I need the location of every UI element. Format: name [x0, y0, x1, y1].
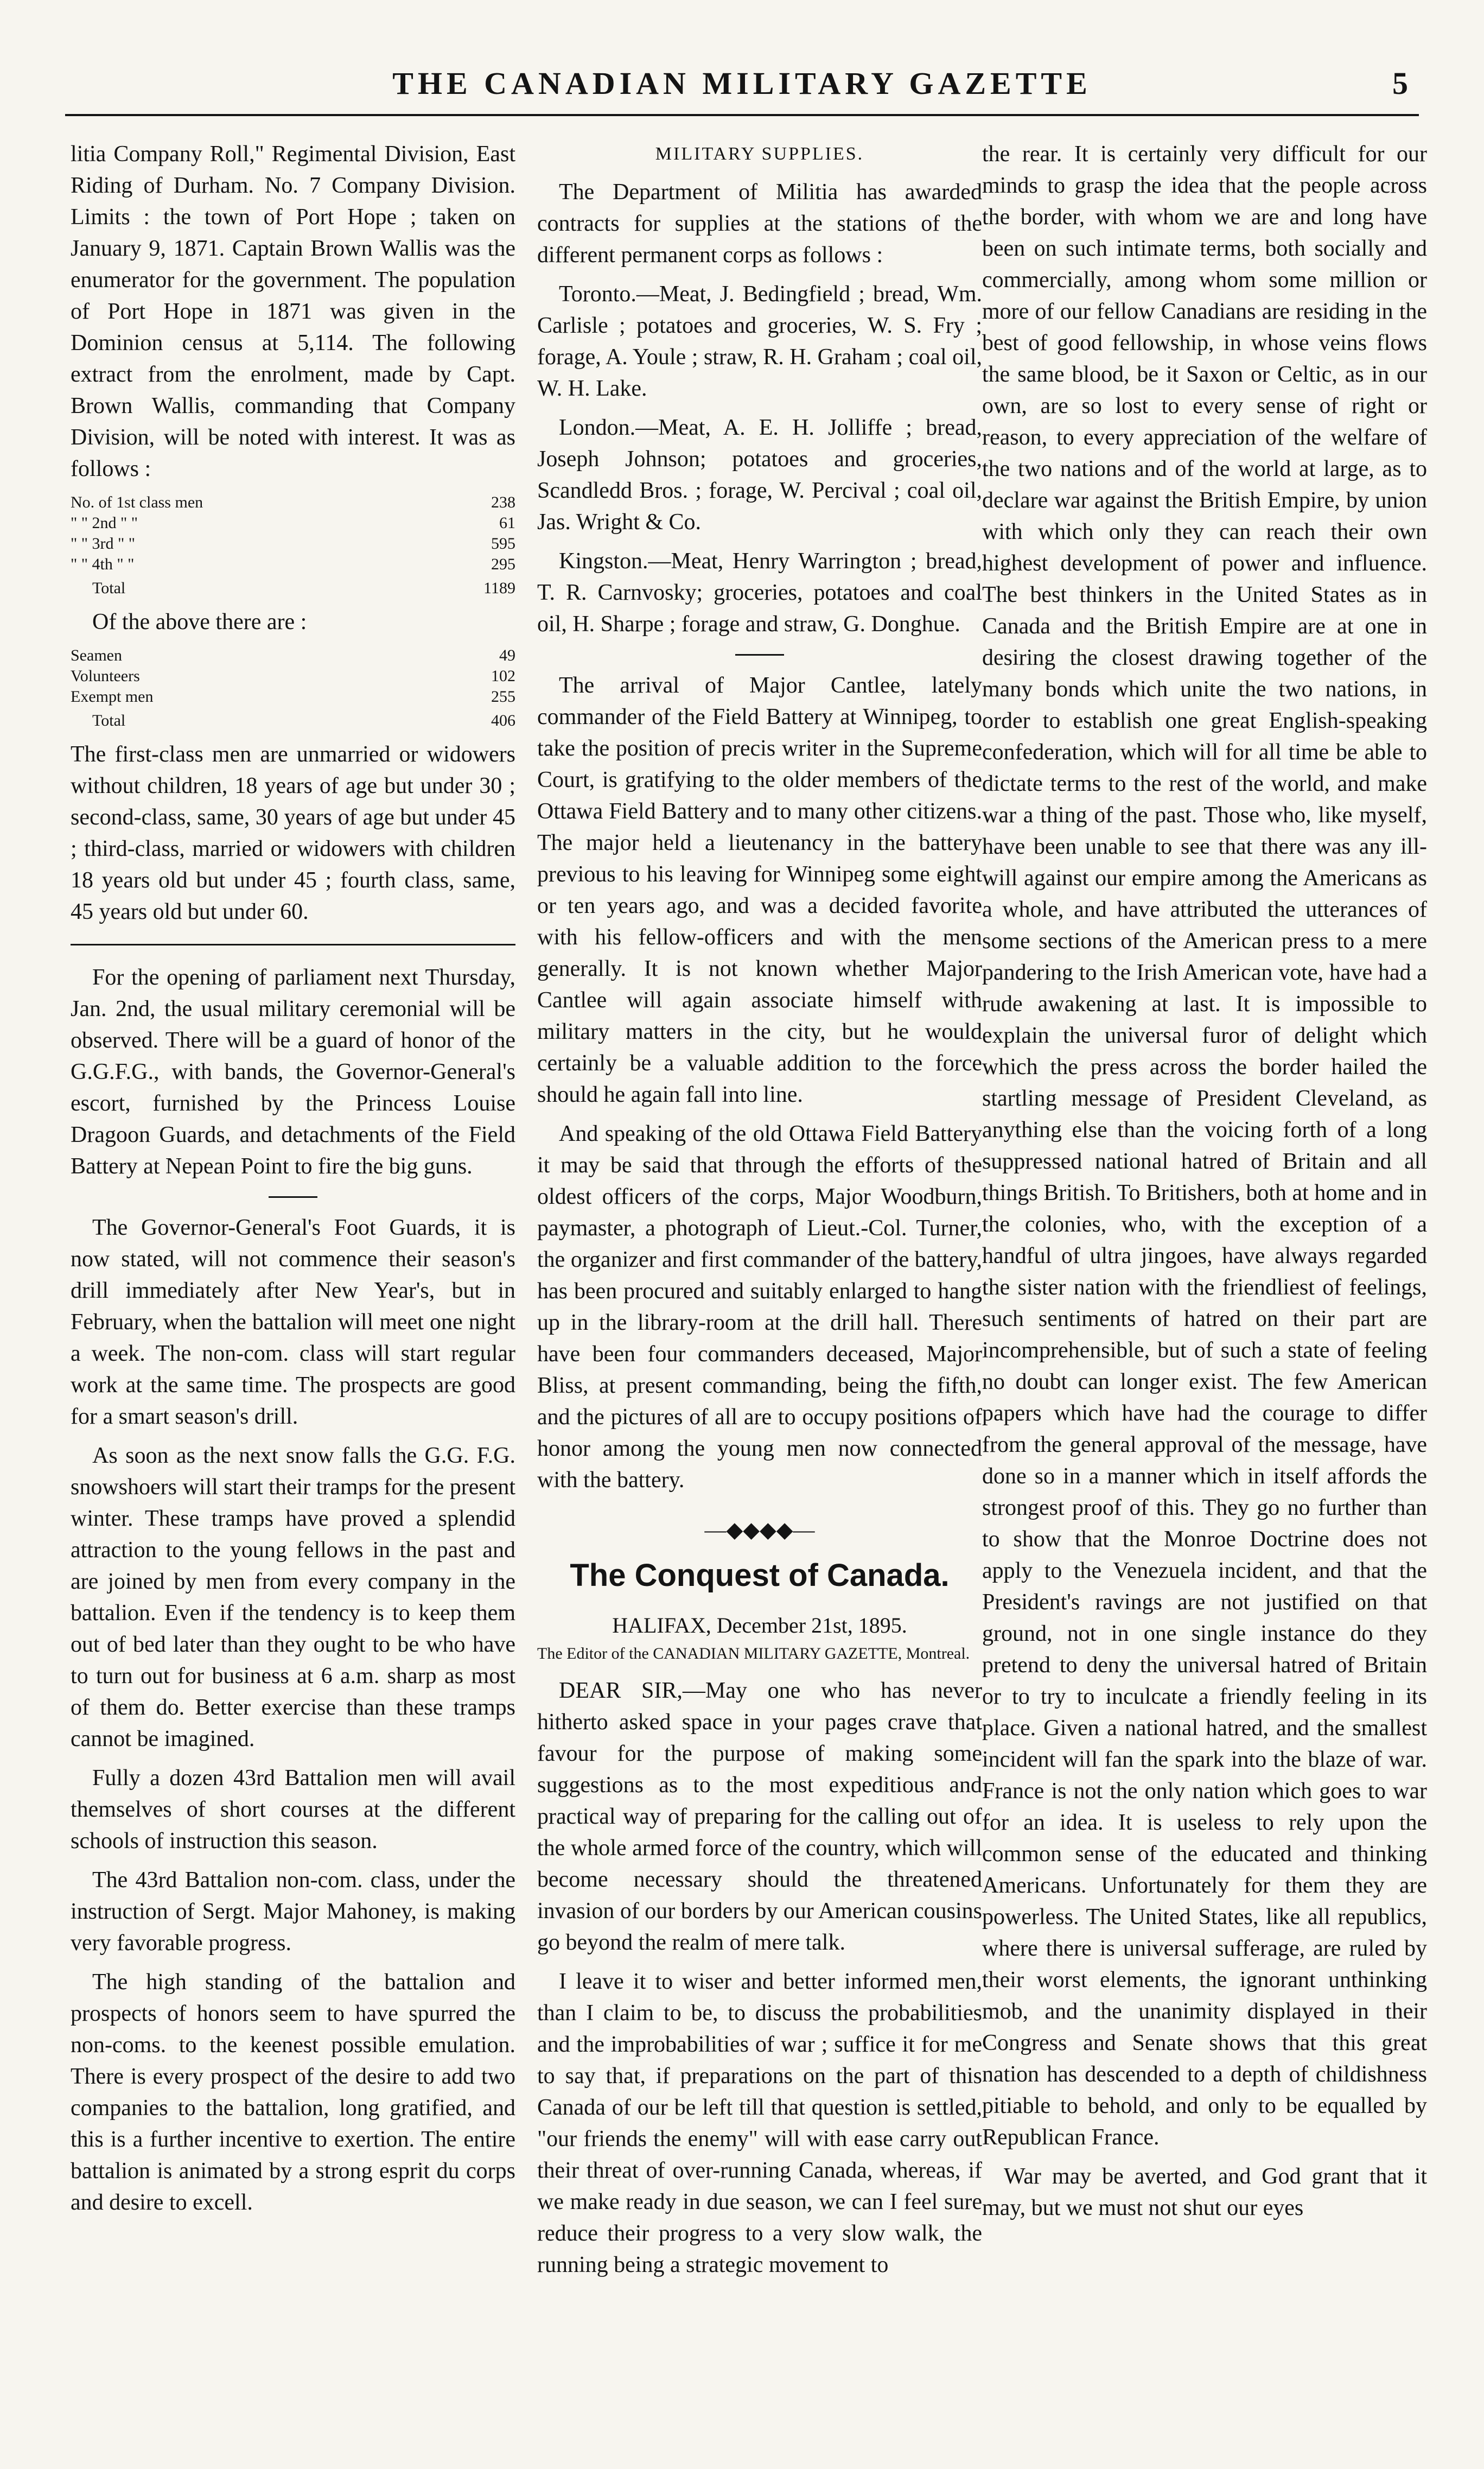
paragraph: Kingston.—Meat, Henry Warrington ; bread, T. R. Carnvosky; groceries, potatoes and coal oil, H. Sharpe ; forage and straw, G. Donghue.: [537, 549, 982, 637]
table-row: [71, 645, 515, 666]
table-cell-value: 102: [491, 667, 515, 685]
table-cell-label: " " 4th " ": [71, 555, 135, 573]
paragraph: The first-class men are unmarried or widowers without children, 18 years of age but under 30 ; second-class, same, 30 years of age but under 45 ; third-class, married or widowers with children 18 years old but under 45 ; fourth class, same, 45 years old but under 60.: [71, 742, 515, 924]
paragraph: Fully a dozen 43rd Battalion men will avail themselves of short courses at the different schools of instruction this season.: [71, 1766, 515, 1854]
table-cell-label: " " 2nd " ": [71, 514, 138, 532]
table-total-label: Total: [92, 579, 126, 597]
section-kicker: MILITARY SUPPLIES.: [655, 144, 864, 164]
paragraph: Toronto.—Meat, J. Bedingfield ; bread, Wm. Carlisle ; potatoes and groceries, W. S. Fry ; forage, A. Youle ; straw, R. H. Graham ; coal oil, W. H. Lake.: [537, 282, 982, 401]
masthead: [65, 54, 1419, 116]
column-1: [71, 138, 515, 2429]
table-cell-value: 255: [491, 688, 515, 706]
table-total-row: [71, 707, 515, 731]
table-cell-label: Volunteers: [71, 667, 140, 685]
paragraph: War may be averted, and God grant that it may, but we must not shut our eyes: [982, 2164, 1427, 2220]
table-cell-label: " " 3rd " ": [71, 535, 135, 553]
paragraph: the rear. It is certainly very difficult for our minds to grasp the idea that the people across the border, with whom we are and long have been on such intimate terms, both socially and commercially, among whom some million or more of our fellow Canadians are residing in the best of good fellowship, in whose veins flows the same blood, be it Saxon or Celtic, as in our own, are so lost to every sense of right or reason, to every appreciation of the welfare of the two nations and of the world at large, as to declare war against the British Empire, by union with which only they can reach their own highest development of power and influence. The best thinkers in the United States as in Canada and the British Empire are at one in desiring the closest drawing together of the many bonds which unite the two nations, in order to establish one great English-speaking confederation, which will for all time be able to dictate terms to the rest of the world, and make war a thing of the past. Those who, like myself, have been unable to see that there was any ill-will against our empire among the Americans as a whole, and have attributed the utterances of some sections of the American press to a mere pandering to the Irish American vote, have had a rude awakening at last. It is impossible to explain the universal furor of delight which which the press across the border hailed the startling message of President Cleveland, as anything else than the voicing forth of a long suppressed national hatred of Britain and all things British. To Britishers, both at home and in the colonies, who, with the exception of a handful of ultra jingoes, have always regarded the sister nation with the friendliest of feelings, such sentiments of hatred on their part are incomprehensible, but of such a state of feeling no doubt can longer exist. The few American papers which have had the courage to differ from the general approval of the message, have done so in a manner which in itself affords the strongest proof of this. They go no further than to show that the Monroe Doctrine does not apply to the Venezuela incident, and that the President's ravings are not justified on that ground, not in one single instance do they pretend to deny the universal hatred of Britain or to try to inculcate a friendly feeling in its place. Given a national hatred, and the smallest incident will fan the spark into the blaze of war. France is not the only nation which goes to war for an idea. It is useless to rely upon the common sense of the educated and thinking Americans. Unfortunately for them they are powerless. The United States, like all republics, where there is universal sufferage, are ruled by their worst elements, the ignorant unthinking mob, and the unanimity displayed in their Congress and Senate shows that this great nation has descended to a depth of childishness pitiable to behold, and only to be equalled by Republican France.: [982, 142, 1427, 2150]
table-row: [71, 554, 515, 575]
classification-table: [71, 645, 515, 731]
paragraph: The Department of Militia has awarded contracts for supplies at the stations of the different permanent corps as follows :: [537, 180, 982, 268]
table-cell-value: 238: [491, 493, 515, 511]
table-row: [71, 666, 515, 687]
divider: [269, 1196, 317, 1198]
paragraph: litia Company Roll," Regimental Division, East Riding of Durham. No. 7 Company Division. Limits : the town of Port Hope ; taken on January 9, 1871. Captain Brown Wallis was the enumerator for the government. The population of Port Hope in 1871 was given in the Dominion census at 5,114. The following extract from the enrolment, made by Capt. Brown Wallis, commanding that Company Division, will be noted with interest. It was as follows :: [71, 142, 515, 481]
paragraph: The arrival of Major Cantlee, lately commander of the Field Battery at Winnipeg, to take the position of precis writer in the Supreme Court, is gratifying to the older members of the Ottawa Field Battery and to many other citizens. The major held a lieutenancy in the battery previous to his leaving for Winnipeg some eight or ten years ago, and was a decided favorite with his fellow-officers and with the men generally. It is not known whether Major Cantlee will again associate himself with military matters in the city, but he would certainly be a valuable addition to the force should he again fall into line.: [537, 673, 982, 1107]
table-cell-value: 61: [499, 514, 515, 532]
table-cell-value: 595: [491, 535, 515, 553]
table-cell-label: Seamen: [71, 646, 122, 664]
table-row: [71, 492, 515, 513]
newspaper-title: THE CANADIAN MILITARY GAZETTE: [392, 66, 1092, 101]
paragraph: Of the above there are :: [92, 610, 307, 634]
paragraph: DEAR SIR,—May one who has never hitherto asked space in your pages crave that favour for the purpose of making some suggestions as to the most expeditious and practical way of preparing for the calling out of the whole armed force of the country, which will become necessary should the threatened invasion of our borders by our American cousins go beyond the realm of mere talk.: [537, 1678, 982, 1955]
table-cell-label: Exempt men: [71, 688, 154, 706]
table-total-label: Total: [92, 712, 126, 729]
table-total-value: 1189: [483, 579, 515, 597]
paragraph: The 43rd Battalion non-com. class, under the instruction of Sergt. Major Mahoney, is making very favorable progress.: [71, 1868, 515, 1956]
table-total-row: [71, 575, 515, 599]
column-3: [982, 138, 1427, 2429]
paragraph: The high standing of the battalion and prospects of honors seem to have spurred the non-coms. to the keenest possible emulation. There is every prospect of the desire to add two companies to the battalion, long gratified, and this is a further incentive to exertion. The entire battalion is animated by a strong esprit du corps and desire to excell.: [71, 1970, 515, 2215]
paragraph: I leave it to wiser and better informed men, than I claim to be, to discuss the probabilities and the improbabilities of war ; suffice it for me to say that, if preparations on the part of this Canada of our be left till that question is settled, "our friends the enemy" will with ease carry out their threat of over-running Canada, whereas, if we make ready in due season, we can I feel sure reduce their progress to a very slow walk, the running being a strategic movement to: [537, 1969, 982, 2277]
article-headline: The Conquest of Canada.: [570, 1558, 950, 1593]
table-cell-value: 295: [491, 555, 515, 573]
column-2: [537, 138, 982, 2429]
page-number: 5: [1392, 66, 1408, 101]
table-row: [71, 513, 515, 534]
divider: [735, 654, 784, 656]
paragraph: The Governor-General's Foot Guards, it is now stated, will not commence their season's drill immediately after New Year's, but in February, when the battalion will meet one night a week. The non-com. class will start regular work at the same time. The prospects are good for a smart season's drill.: [71, 1215, 515, 1429]
paragraph: And speaking of the old Ottawa Field Battery it may be said that through the efforts of the oldest officers of the corps, Major Woodburn, paymaster, a photograph of Lieut.-Col. Turner, the organizer and first commander of the battery, has been procured and suitably enlarged to hang up in the library-room at the drill hall. There have been four commanders deceased, Major Bliss, at present commanding, being the fifth, and the pictures of all are to occupy positions of honor among the young men now connected with the battery.: [537, 1121, 982, 1493]
table-cell-label: No. of 1st class men: [71, 493, 203, 511]
letter-address: The Editor of the CANADIAN MILITARY GAZETTE, Montreal.: [537, 1645, 970, 1662]
paragraph: For the opening of parliament next Thursday, Jan. 2nd, the usual military ceremonial will be observed. There will be a guard of honor of the G.G.F.G., with bands, the Governor-General's escort, furnished by the Princess Louise Dragoon Guards, and detachments of the Field Battery at Nepean Point to fire the big guns.: [71, 965, 515, 1179]
paragraph: As soon as the next snow falls the G.G. F.G. snowshoers will start their tramps for the present winter. These tramps have proved a splendid attraction to the young fellows in the past and are joined by men from every company in the battalion. Even if the tendency is to keep them out of bed later than they ought to be who have to turn out for business at 6 a.m. sharp as most of them do. Better exercise than these tramps cannot be imagined.: [71, 1443, 515, 1751]
table-total-value: 406: [491, 712, 515, 729]
enrolment-table: [71, 492, 515, 599]
ornament-divider: —◆◆◆◆—: [704, 1518, 815, 1542]
divider: [71, 944, 515, 945]
dateline: HALIFAX, December 21st, 1895.: [612, 1613, 907, 1637]
table-row: [71, 534, 515, 554]
paragraph: London.—Meat, A. E. H. Jolliffe ; bread, Joseph Johnson; potatoes and groceries, Scandledd Bros. ; forage, W. Percival ; coal oil, Jas. Wright & Co.: [537, 415, 982, 535]
table-row: [71, 687, 515, 707]
table-cell-value: 49: [499, 646, 515, 664]
